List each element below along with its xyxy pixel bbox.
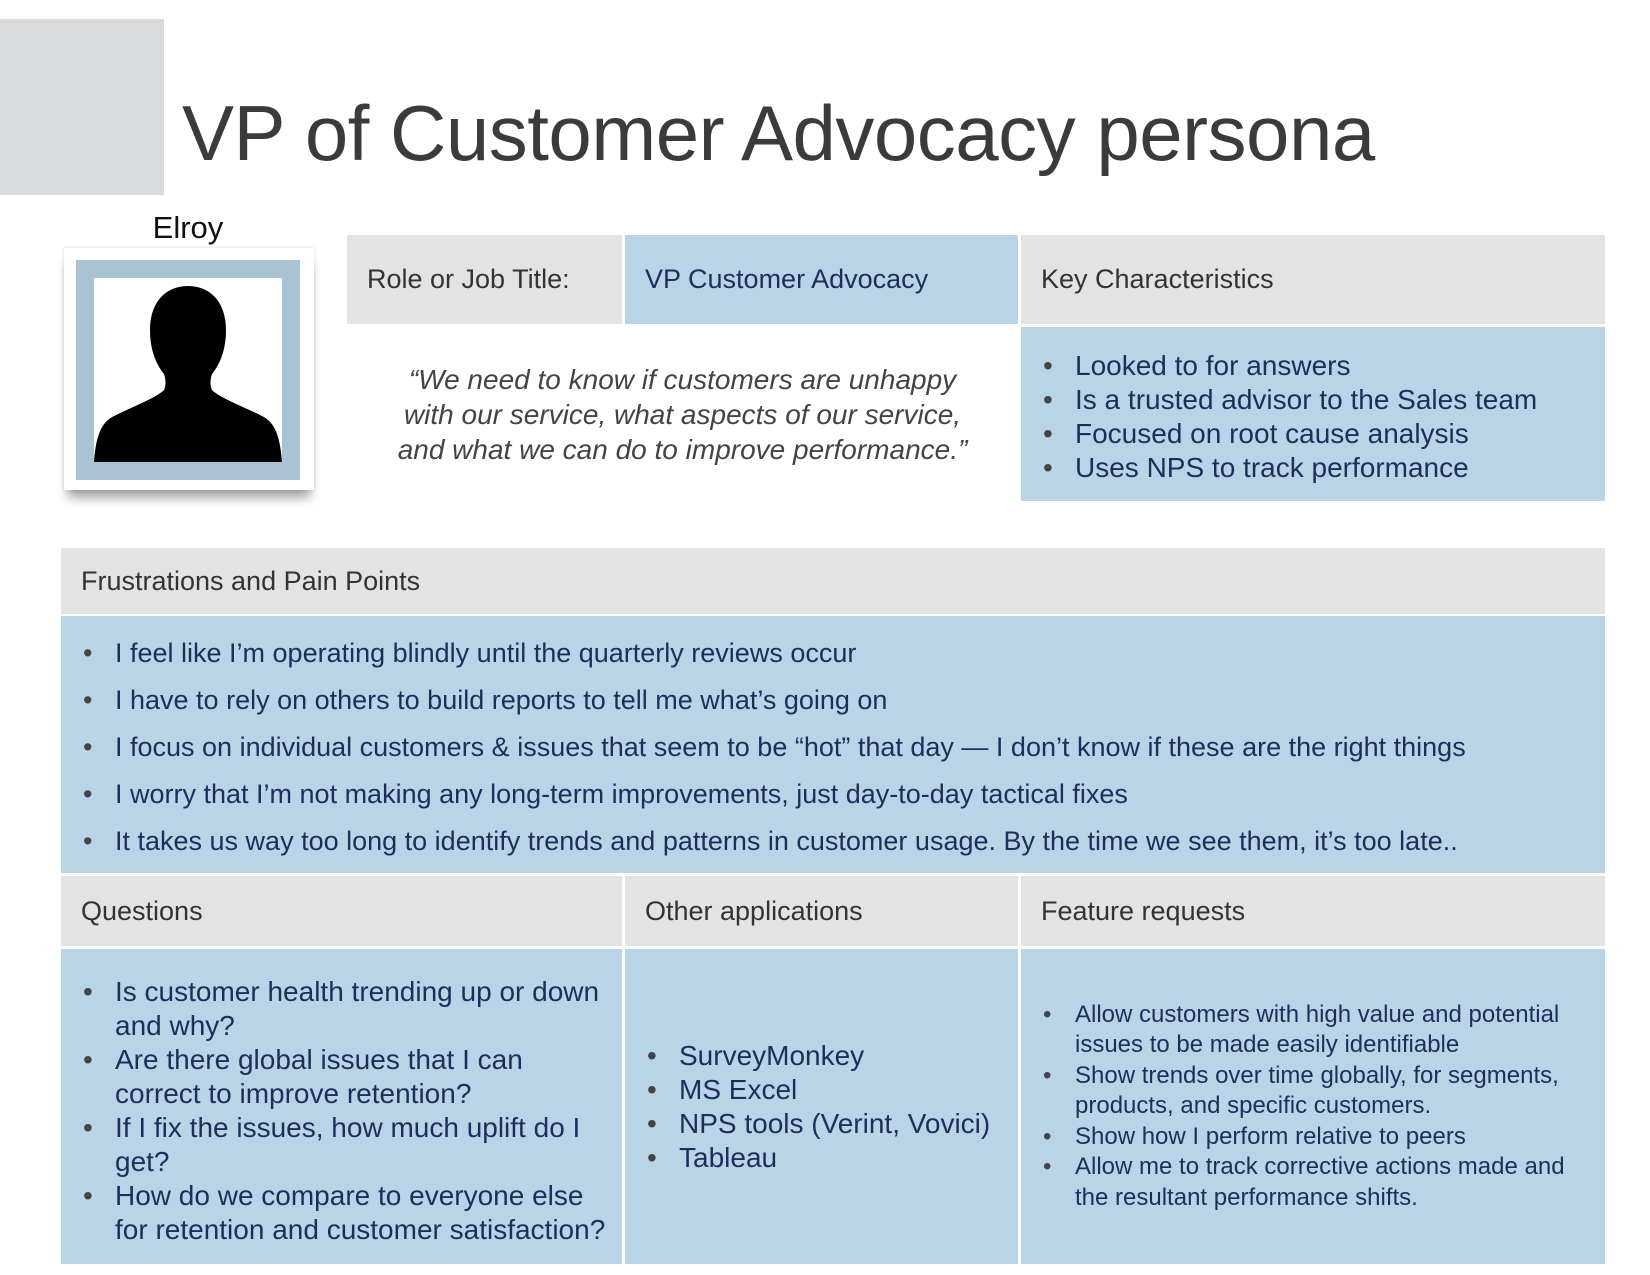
list-item: • NPS tools (Verint, Vovici): [645, 1107, 1018, 1141]
role-value: VP Customer Advocacy: [625, 235, 1018, 324]
other-applications-cell: [625, 949, 1018, 1264]
feature-requests-header: Feature requests: [1021, 876, 1605, 946]
other-applications-header: Other applications: [625, 876, 1018, 946]
list-item: • Uses NPS to track performance: [1041, 451, 1605, 485]
list-item: • It takes us way too long to identify trends and patterns in customer usage. By the time we see them, it’s too late..: [81, 818, 1605, 865]
photo-mat: [76, 260, 300, 480]
list-item: • Looked to for answers: [1041, 349, 1605, 383]
list-item: • Allow me to track corrective actions made and the resultant performance shifts.: [1041, 1152, 1585, 1213]
list-item: • Allow customers with high value and potential issues to be made easily identifiable: [1041, 1000, 1585, 1061]
list-item: • If I fix the issues, how much uplift do I get?: [81, 1111, 612, 1179]
questions-list: [61, 949, 622, 1247]
feature-requests-cell: [1021, 949, 1605, 1264]
list-item: • Is customer health trending up or down and why?: [81, 975, 612, 1043]
list-item: • Focused on root cause analysis: [1041, 417, 1605, 451]
persona-quote-cell: [347, 327, 1018, 501]
persona-quote: “We need to know if customers are unhappy with our service, what aspects of our service, and what we can do to improve performance.”: [397, 363, 968, 465]
corner-decoration: [0, 19, 164, 195]
list-item: • Show trends over time globally, for segments, products, and specific customers.: [1041, 1061, 1585, 1122]
list-item: • I feel like I’m operating blindly until the quarterly reviews occur: [81, 630, 1605, 677]
questions-header: Questions: [61, 876, 622, 946]
list-item: • SurveyMonkey: [645, 1039, 1018, 1073]
list-item: • I worry that I’m not making any long-term improvements, just day-to-day tactical fixes: [81, 771, 1605, 818]
role-label: Role or Job Title:: [347, 235, 622, 324]
person-silhouette-icon: [94, 278, 282, 462]
list-item: • I have to rely on others to build reports to tell me what’s going on: [81, 677, 1605, 724]
key-characteristics-cell: [1021, 327, 1605, 501]
key-characteristics-list: [1021, 327, 1605, 485]
list-item: • I focus on individual customers & issues that seem to be “hot” that day — I don’t know if these are the right things: [81, 724, 1605, 771]
list-item: • Show how I perform relative to peers: [1041, 1122, 1585, 1153]
questions-cell: [61, 949, 622, 1264]
frustrations-list: [61, 616, 1605, 865]
other-applications-list: [645, 1039, 1018, 1175]
list-item: • How do we compare to everyone else for retention and customer satisfaction?: [81, 1179, 612, 1247]
feature-requests-list: [1041, 1000, 1585, 1214]
frustrations-header: Frustrations and Pain Points: [61, 548, 1605, 614]
persona-name: Elroy: [152, 210, 224, 245]
list-item: • Tableau: [645, 1141, 1018, 1175]
key-characteristics-header: Key Characteristics: [1021, 235, 1605, 324]
persona-photo: [64, 248, 314, 490]
list-item: • Is a trusted advisor to the Sales team: [1041, 383, 1605, 417]
list-item: • Are there global issues that I can correct to improve retention?: [81, 1043, 612, 1111]
page-title: VP of Customer Advocacy persona: [182, 89, 1375, 177]
list-item: • MS Excel: [645, 1073, 1018, 1107]
frustrations-cell: [61, 616, 1605, 873]
